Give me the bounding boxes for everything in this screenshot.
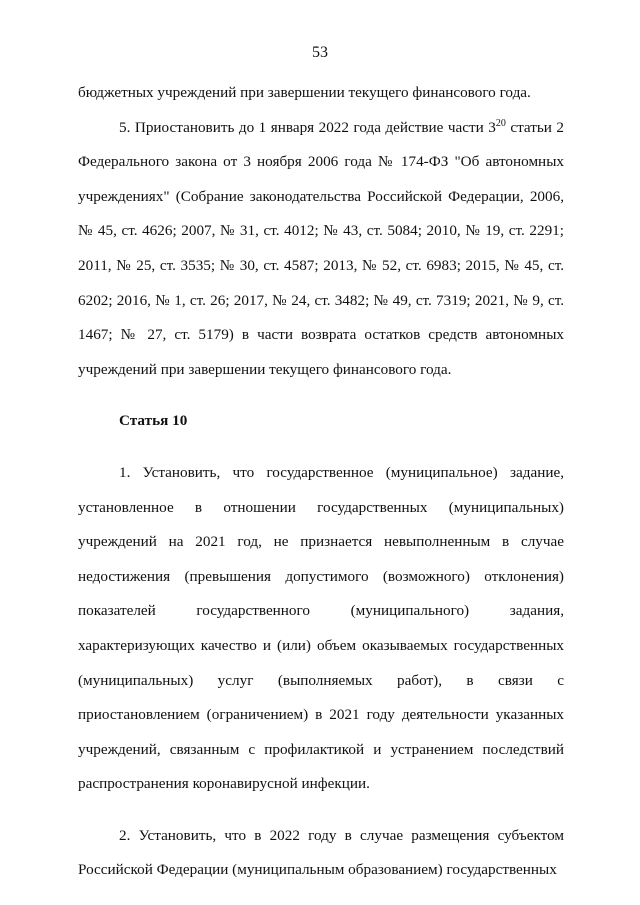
page-number: 53 [312,44,328,61]
paragraph-item-5-rest: статьи 2 Федерального закона от 3 ноября 2006 года № 174-ФЗ "Об автономных учреждениях" (Собрание законодательства Российской Федерации, 2006, № 45, ст. 4626; 2007, № 31, ст. 4012; № 43, ст. 5084; 2010, № 19, ст. 2291; 2011, № 25, ст. 3535; № 30, ст. 4587; 2013, № 52, ст. 6983; 2015, № 45, ст. 6202; 2016, № 1, ст. 26; 2017, № 24, ст. 3482; № 49, ст. 7319; 2021, № 9, ст. 1467; № 27, ст. 5179) в части возврата остатков средств автономных учреждений при завершении текущего финансового года. [78,118,564,378]
paragraph-article10-item-2: 2. Установить, что в 2022 году в случае размещения субъектом Российской Федерации (муниципальным образованием) государственных [78,826,564,879]
document-body [78,76,564,888]
paragraph-article10-item-1: 1. Установить, что государственное (муниципальное) задание, установленное в отношении государственных (муниципальных) учреждений на 2021 год, не признается невыполненным в случае недостижения (превышения допустимого (возможного) отклонения) показателей государственного (муниципального) задания, характеризующих качество и (или) объем оказываемых государственных (муниципальных) услуг (выполняемых работ), в связи с приостановлением (ограничением) в 2021 году деятельности указанных учреждений, связанным с профилактикой и устранением последствий распространения коронавирусной инфекции. [78,463,564,793]
article-heading: Статья 10 [119,412,188,430]
paragraph-item-5 [78,111,564,388]
superscript-20: 20 [495,117,506,129]
paragraph-item-5-start: 5. Приостановить до 1 января 2022 года действие части 3 [119,118,496,136]
paragraph-continuation: бюджетных учреждений при завершении текущего финансового года. [78,84,531,101]
